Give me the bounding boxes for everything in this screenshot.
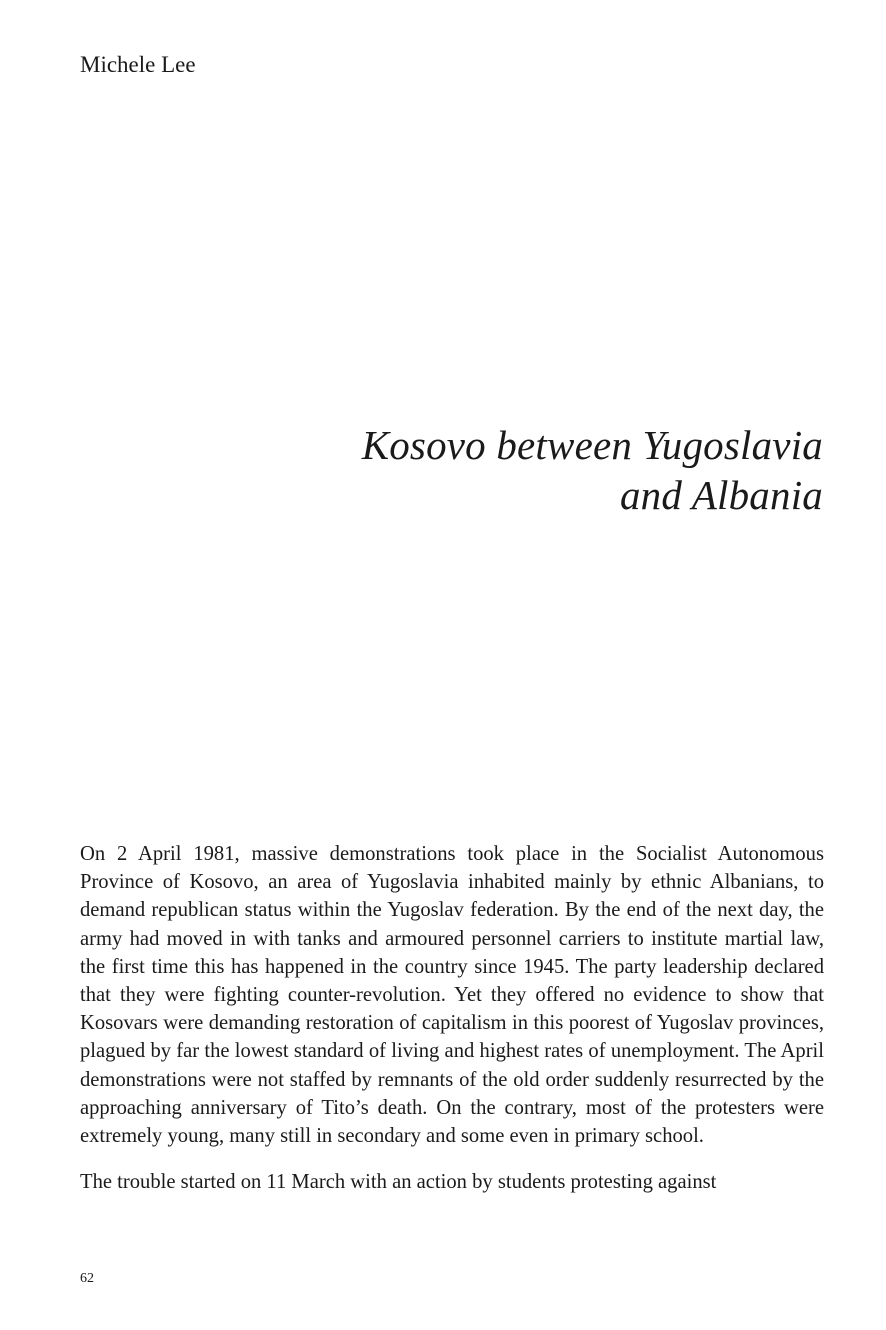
article-title-line-1: Kosovo between Yugoslavia: [361, 422, 823, 468]
article-body: [80, 840, 824, 1196]
body-paragraph-1: On 2 April 1981, massive demonstrations took place in the Socialist Autonomous Province of Kosovo, an area of Yugoslavia inhabited mainly by ethnic Albanians, to demand republican status within the Yugoslav federation. By the end of the next day, the army had moved in with tanks and armoured personnel carriers to institute martial law, the first time this has happened in the country since 1945. The party leadership declared that they were fighting counter-revolution. Yet they offered no evidence to show that Kosovars were demanding restoration of capitalism in this poorest of Yugoslav provinces, plagued by far the lowest standard of living and highest rates of unemployment. The April demonstrations were not staffed by remnants of the old order suddenly resurrected by the approaching anniversary of Tito’s death. On the contrary, most of the protesters were extremely young, many still in secondary and some even in primary school.: [80, 843, 824, 1148]
page-number: 62: [80, 1271, 94, 1286]
article-title: [263, 420, 823, 520]
body-paragraph-2: The trouble started on 11 March with an action by students protesting against: [80, 1171, 717, 1194]
author-name: Michele Lee: [80, 52, 196, 77]
article-title-line-2: and Albania: [619, 472, 823, 518]
